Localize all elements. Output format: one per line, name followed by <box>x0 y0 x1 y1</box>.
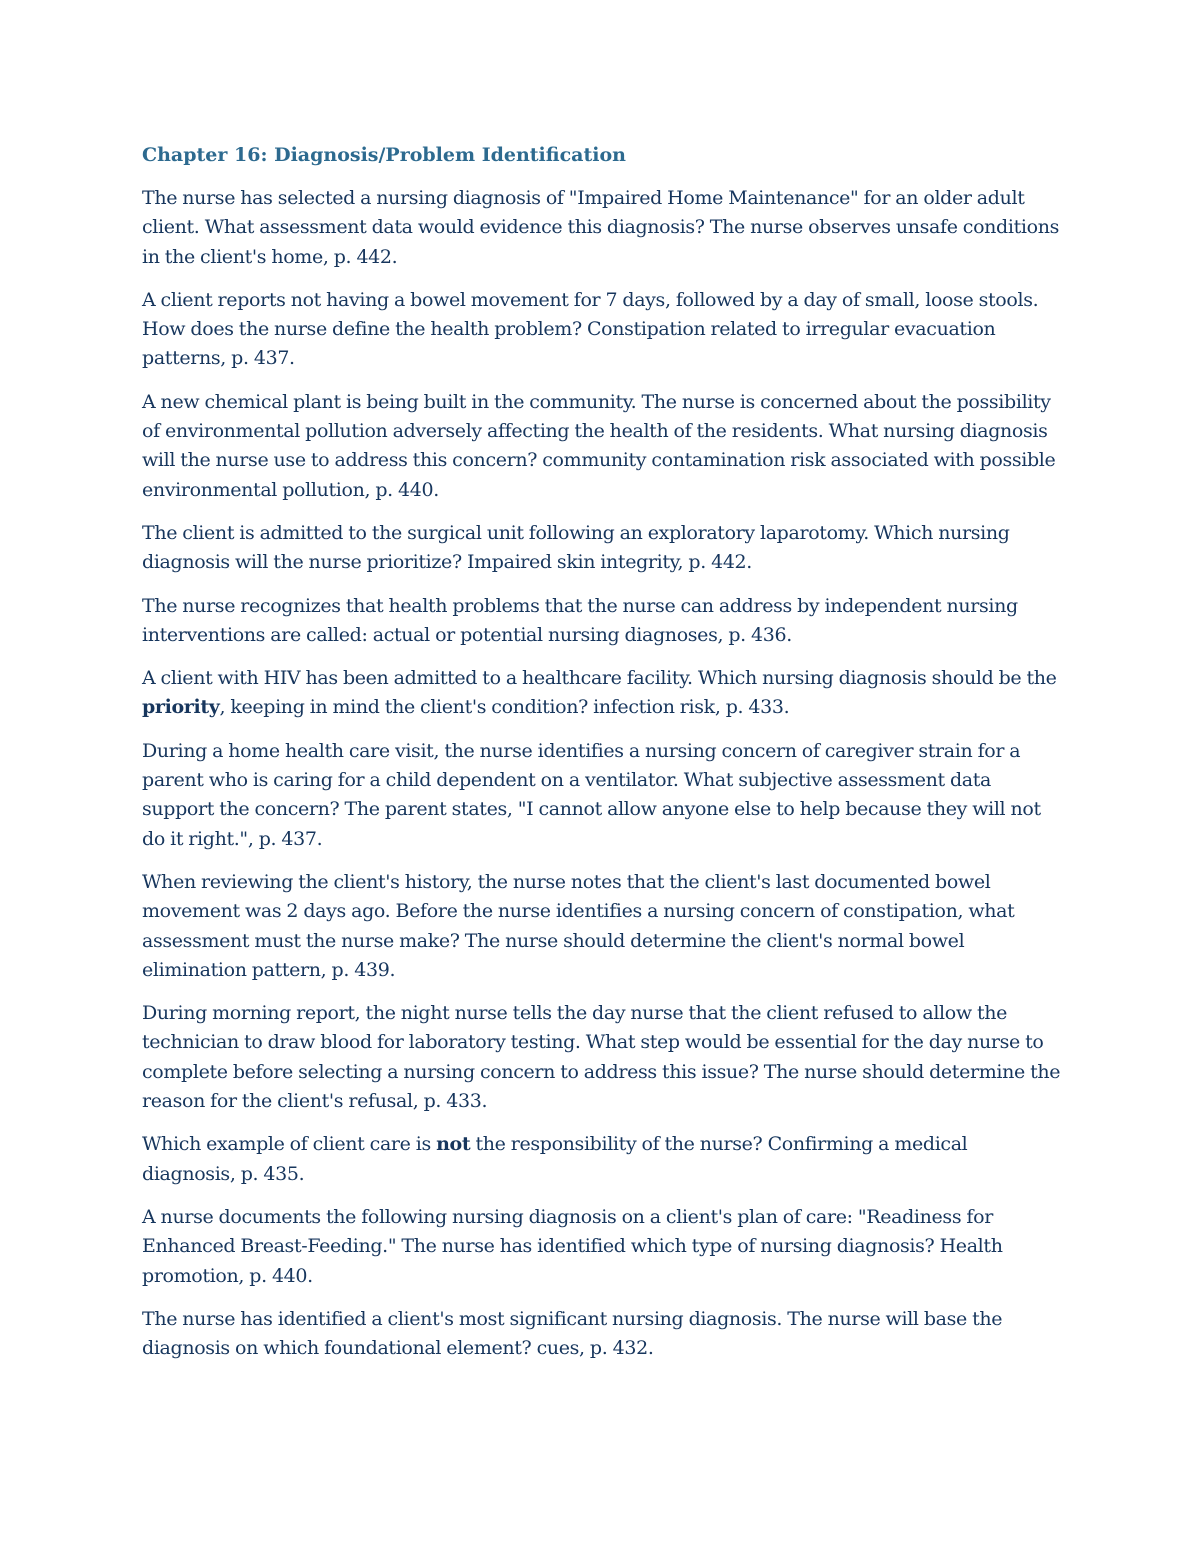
question-paragraph-9: During morning report, the night nurse tells the day nurse that the client refused to allow the technician to draw blood for laboratory testing. What step would be essential for the day nurse to complete before selecting a nursing concern to address this issue? The nurse should determine the reason for the client's refusal, p. 433. <box>142 1002 1061 1113</box>
paragraph-text-before: A client with HIV has been admitted to a healthcare facility. Which nursing diagnosis should be the <box>142 667 1057 690</box>
question-paragraph-8: When reviewing the client's history, the nurse notes that the client's last documented bowel movement was 2 days ago. Before the nurse identifies a nursing concern of constipation, what assessment must the nurse make? The nurse should determine the client's normal bowel elimination pattern, p. 439. <box>142 870 1015 981</box>
question-paragraph-1: The nurse has selected a nursing diagnosis of "Impaired Home Maintenance" for an older adult client. What assessment data would evidence this diagnosis? The nurse observes unsafe conditions in the client's home, p. 442. <box>142 187 1059 268</box>
question-paragraph-3: A new chemical plant is being built in the community. The nurse is concerned about the possibility of environmental pollution adversely affecting the health of the residents. What nursing diagnosis will the nurse use to address this concern? community contamination risk associated with possible environmental pollution, p. 440. <box>142 390 1056 501</box>
question-paragraph-12: The nurse has identified a client's most significant nursing diagnosis. The nurse will base the diagnosis on which foundational element? cues, p. 432. <box>142 1307 1003 1360</box>
question-paragraph-6 <box>142 664 1062 723</box>
emphasis-priority: priority <box>142 696 220 719</box>
chapter-heading: Chapter 16: Diagnosis/Problem Identification <box>142 144 626 166</box>
question-paragraph-4: The client is admitted to the surgical unit following an exploratory laparotomy. Which nursing diagnosis will the nurse prioritize? Impaired skin integrity, p. 442. <box>142 521 1010 574</box>
document-page <box>142 140 1062 1377</box>
question-paragraph-10 <box>142 1130 1062 1189</box>
emphasis-not: not <box>436 1133 471 1156</box>
question-paragraph-2: A client reports not having a bowel movement for 7 days, followed by a day of small, loose stools. How does the nurse define the health problem? Constipation related to irregular evacuation patterns, p. 437. <box>142 288 1039 370</box>
question-paragraph-5: The nurse recognizes that health problems that the nurse can address by independent nursing interventions are called: actual or potential nursing diagnoses, p. 436. <box>142 594 1018 646</box>
question-paragraph-11: A nurse documents the following nursing diagnosis on a client's plan of care: "Readiness for Enhanced Breast-Feeding." The nurse has identified which type of nursing diagnosis? Health promotion, p. 440. <box>142 1205 1003 1287</box>
paragraph-text-before: Which example of client care is <box>142 1133 437 1156</box>
paragraph-text-after: the responsibility of the nurse? Confirming a medical diagnosis, p. 435. <box>142 1133 968 1185</box>
paragraph-text-after: , keeping in mind the client's condition? infection risk, p. 433. <box>219 696 790 719</box>
question-paragraph-7: During a home health care visit, the nurse identifies a nursing concern of caregiver strain for a parent who is caring for a child dependent on a ventilator. What subjective assessment data support the concern? The parent states, "I cannot allow anyone else to help because they will not do it right.", p. 437. <box>142 739 1041 850</box>
